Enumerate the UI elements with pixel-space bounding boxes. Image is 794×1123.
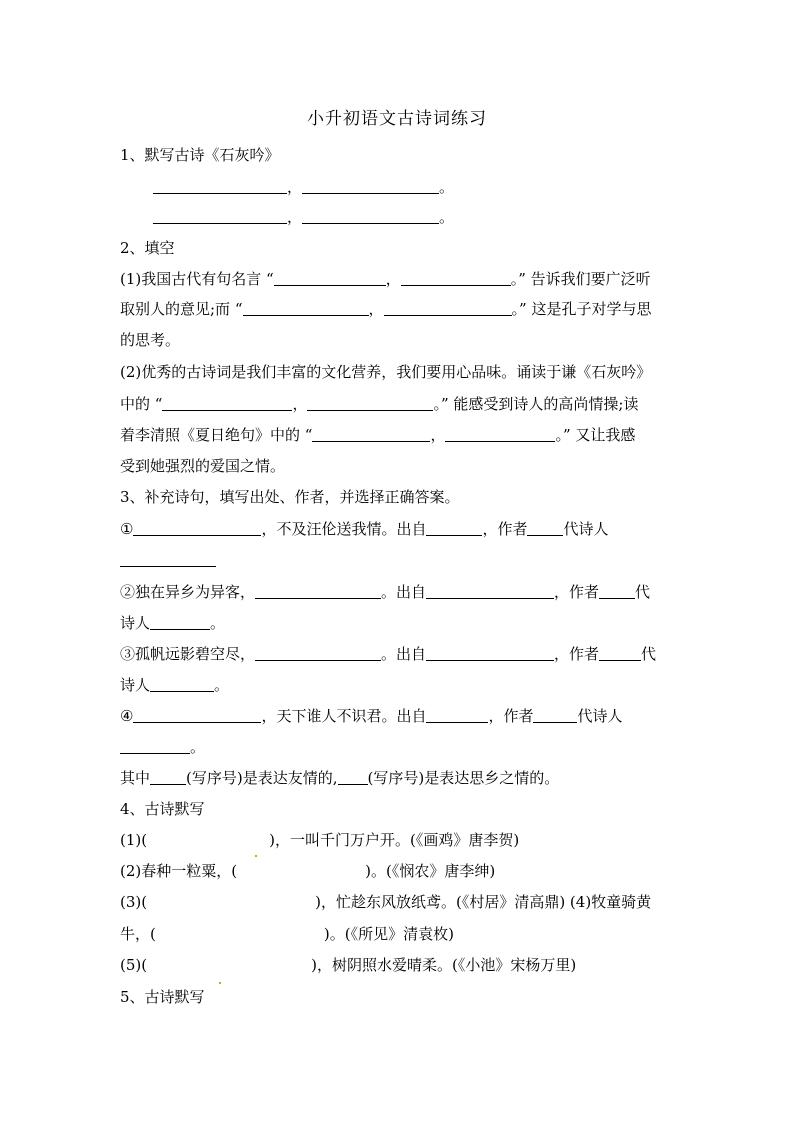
q2-p1-line-2: 取别人的意见;而 “ ， 。” 这是孔子对学与思: [120, 300, 652, 318]
answer-blank[interactable]: [255, 583, 381, 599]
q3-summary: 其中 (写序号)是表达友情的, (写序号)是表达思乡之情的。: [120, 769, 560, 787]
q4-line-5: (5)( )，树阴照水爱晴柔。(《小池》宋杨万里): [120, 955, 680, 975]
q3-item-1: ① ，不及汪伦送我情。出自 ，作者 代诗人: [120, 520, 609, 538]
q3-item-1-cont: [120, 550, 680, 570]
q3-item-3-cont: 诗人 。: [120, 676, 230, 694]
q3-heading: 3、补充诗句，填写出处、作者，并选择正确答案。: [120, 488, 460, 506]
answer-blank[interactable]: [426, 583, 554, 599]
q2-p2-line-4: 受到她强烈的爱国之情。: [120, 457, 286, 475]
q1-line-1: ， 。: [153, 177, 713, 197]
q1-heading: 1、默写古诗《石灰吟》: [120, 146, 280, 164]
q2-p2-line-2: 中的 “ ， 。” 能感受到诗人的高尚情操;读: [120, 395, 639, 413]
answer-blank[interactable]: [255, 645, 381, 661]
q4-line-1: (1)( )，一叫千门万户开。(《画鸡》唐李贺): [120, 830, 680, 850]
q2-heading: 2、填空: [120, 239, 175, 257]
answer-blank[interactable]: [153, 208, 287, 224]
answer-blank[interactable]: [401, 270, 511, 286]
answer-blank[interactable]: [426, 645, 554, 661]
answer-blank[interactable]: [302, 208, 439, 224]
dot-mark: [219, 982, 221, 984]
q4-line-2: (2)春种一粒粟，( )。(《悯农》唐李绅): [120, 862, 496, 880]
answer-blank[interactable]: [426, 520, 482, 536]
dot-mark: [255, 855, 257, 857]
q3-item-2-cont: 诗人 。: [120, 614, 226, 632]
q5-heading: 5、古诗默写: [120, 988, 205, 1006]
answer-blank[interactable]: [426, 707, 488, 723]
q2-p2-line-3: 着李清照《夏日绝句》中的 “ ， 。” 又让我感: [120, 426, 636, 444]
answer-blank[interactable]: [445, 426, 555, 442]
q3-item-2: ②独在异乡为异客， 。出自 ，作者 代: [120, 583, 651, 601]
answer-blank[interactable]: [384, 300, 512, 316]
answer-blank[interactable]: [133, 707, 261, 723]
answer-blank[interactable]: [307, 395, 433, 411]
answer-blank[interactable]: [162, 395, 292, 411]
q4-line-3: (3)( )，忙趁东风放纸鸢。(《村居》清高鼎) (4)牧童骑黄: [120, 893, 652, 911]
answer-blank[interactable]: [599, 645, 641, 661]
answer-blank[interactable]: [243, 300, 369, 316]
q2-p1-line-1: (1)我国古代有句名言 “ ， 。” 告诉我们要广泛听: [120, 270, 651, 288]
answer-blank[interactable]: [302, 178, 439, 194]
answer-blank[interactable]: [133, 520, 261, 536]
answer-blank[interactable]: [274, 270, 386, 286]
q3-item-4-cont: 。: [120, 737, 680, 757]
answer-blank[interactable]: [120, 551, 216, 567]
q4-heading: 4、古诗默写: [120, 800, 205, 818]
answer-blank[interactable]: [527, 520, 563, 536]
q2-p1-line-3: 的思考。: [120, 331, 181, 349]
answer-blank[interactable]: [153, 178, 287, 194]
answer-blank[interactable]: [150, 676, 214, 692]
q3-item-4: ④ ，天下谁人不识君。出自 ，作者 代诗人: [120, 707, 623, 725]
q1-line-2: ， 。: [153, 207, 713, 227]
q4-line-4: 牛，( )。(《所见》清袁枚): [120, 925, 454, 943]
answer-blank[interactable]: [312, 426, 430, 442]
answer-blank[interactable]: [150, 769, 186, 785]
answer-blank[interactable]: [150, 614, 210, 630]
page-title: 小升初语文古诗词练习: [307, 109, 487, 129]
answer-blank[interactable]: [599, 583, 635, 599]
answer-blank[interactable]: [533, 707, 577, 723]
q3-item-3: ③孤帆远影碧空尽， 。出自 ，作者 代: [120, 645, 657, 663]
q2-p2-line-1: (2)优秀的古诗词是我们丰富的文化营养，我们要用心品味。诵读于谦《石灰吟》: [120, 363, 652, 381]
answer-blank[interactable]: [338, 769, 368, 785]
answer-blank[interactable]: [120, 738, 190, 754]
